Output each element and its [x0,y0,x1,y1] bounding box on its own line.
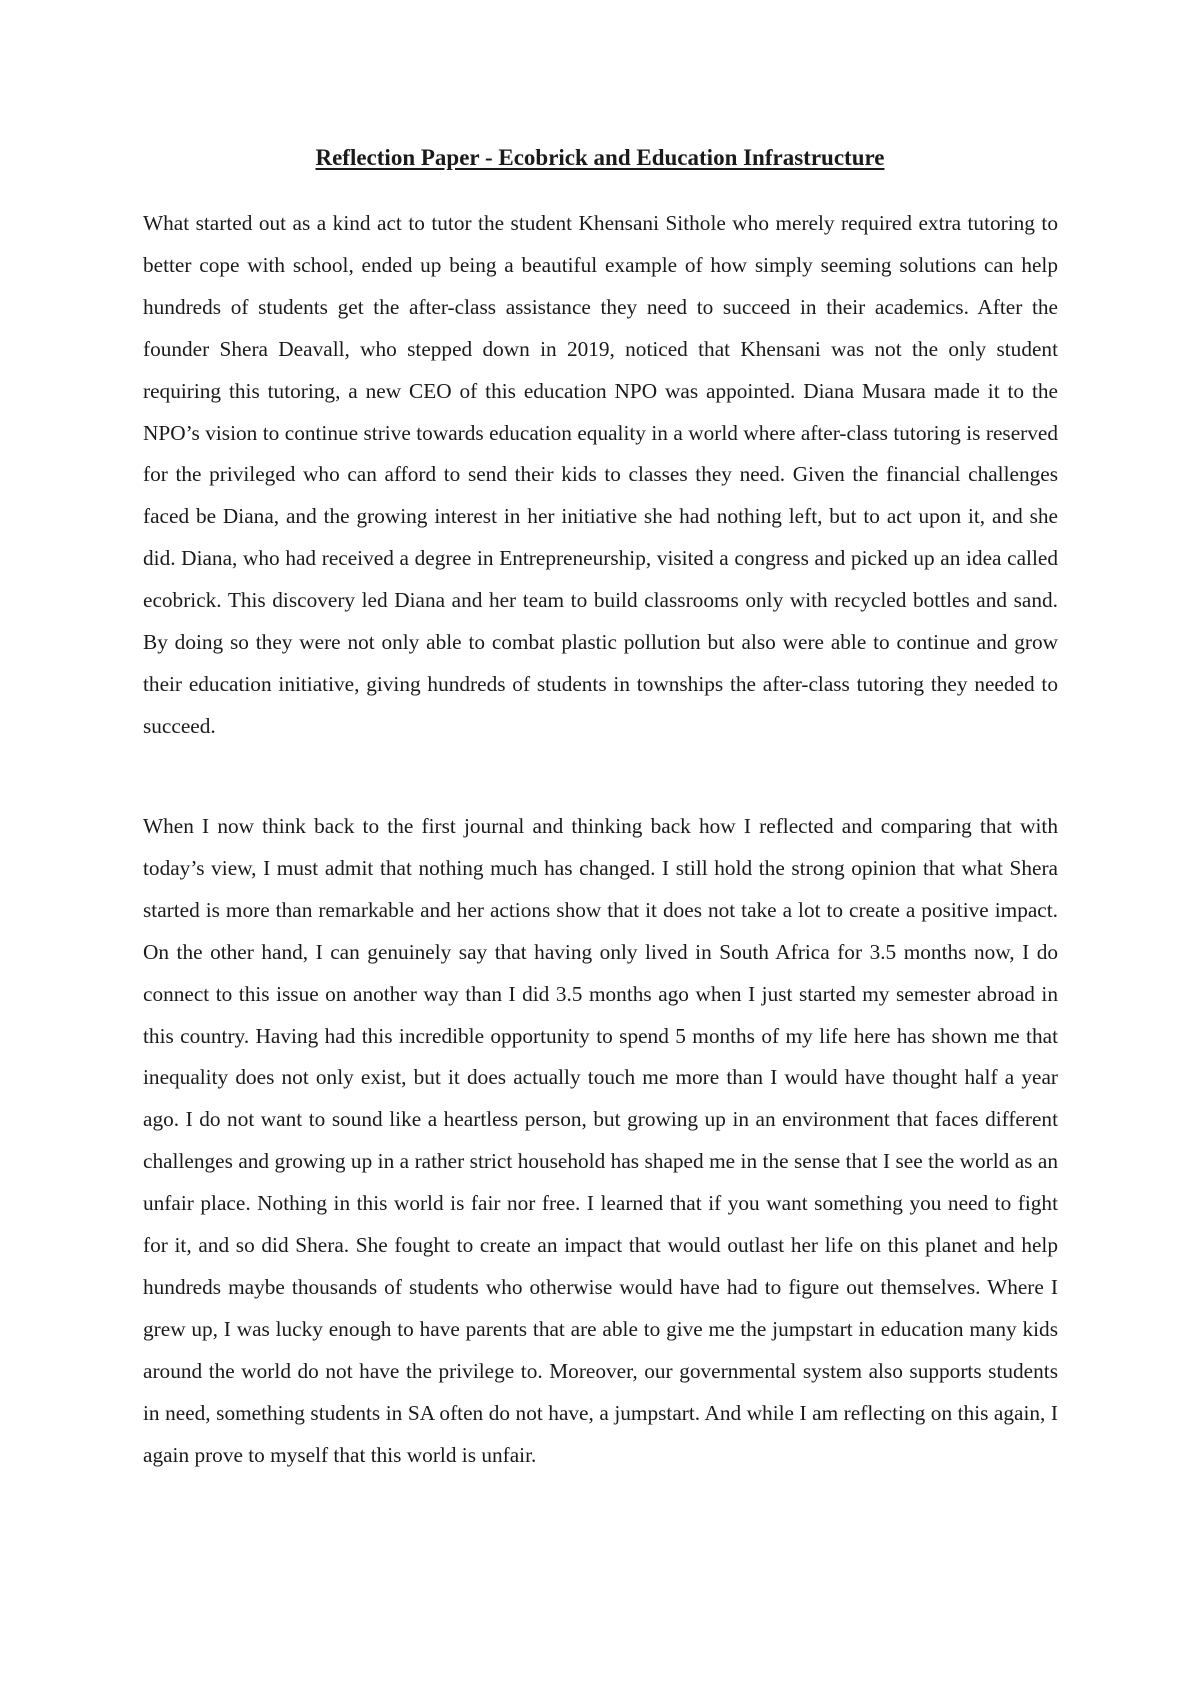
paragraph-2: When I now think back to the first journal and thinking back how I reflected and comparing that with today’s view, I must admit that nothing much has changed. I still hold the strong opinion that what Shera started is more than remarkable and her actions show that it does not take a lot to create a positive impact. On the other hand, I can genuinely say that having only lived in South Africa for 3.5 months now, I do connect to this issue on another way than I did 3.5 months ago when I just started my semester abroad in this country. Having had this incredible opportunity to spend 5 months of my life here has shown me that inequality does not only exist, but it does actually touch me more than I would have thought half a year ago. I do not want to sound like a heartless person, but growing up in an environment that faces different challenges and growing up in a rather strict household has shaped me in the sense that I see the world as an unfair place. Nothing in this world is fair nor free. I learned that if you want something you need to fight for it, and so did Shera. She fought to create an impact that would outlast her life on this planet and help hundreds maybe thousands of students who otherwise would have had to figure out themselves. Where I grew up, I was lucky enough to have parents that are able to give me the jumpstart in education many kids around the world do not have the privilege to. Moreover, our governmental system also supports students in need, something students in SA often do not have, a jumpstart. And while I am reflecting on this again, I again prove to myself that this world is unfair. [143,814,1058,1467]
document-title: Reflection Paper - Ecobrick and Education Infrastructure [315,145,885,170]
paragraph-1: What started out as a kind act to tutor the student Khensani Sithole who merely required extra tutoring to better cope with school, ended up being a beautiful example of how simply seeming solutions can help hundreds of students get the after-class assistance they need to succeed in their academics. After the founder Shera Deavall, who stepped down in 2019, noticed that Khensani was not the only student requiring this tutoring, a new CEO of this education NPO was appointed. Diana Musara made it to the NPO’s vision to continue strive towards education equality in a world where after-class tutoring is reserved for the privileged who can afford to send their kids to classes they need. Given the financial challenges faced be Diana, and the growing interest in her initiative she had nothing left, but to act upon it, and she did. Diana, who had received a degree in Entrepreneurship, visited a congress and picked up an idea called ecobrick. This discovery led Diana and her team to build classrooms only with recycled bottles and sand. By doing so they were not only able to combat plastic pollution but also were able to continue and grow their education initiative, giving hundreds of students in townships the after-class tutoring they needed to succeed. [143,211,1058,738]
